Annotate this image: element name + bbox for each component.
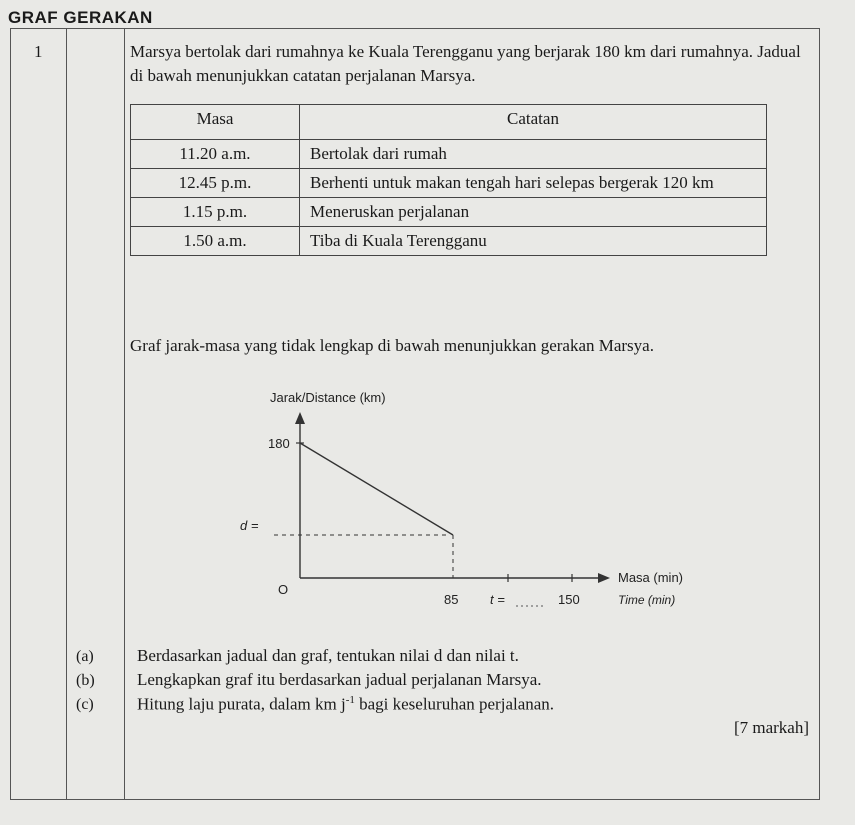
y-axis-arrow <box>295 412 305 424</box>
origin-label: O <box>278 582 289 597</box>
x-tick-label-85: 85 <box>444 592 459 607</box>
distance-time-graph <box>200 380 720 610</box>
graph-caption: Graf jarak-masa yang tidak lengkap di bawah menunjukkan gerakan Marsya. <box>130 336 654 355</box>
part-a-text: Berdasarkan jadual dan graf, tentukan nilai d dan nilai t. <box>137 646 519 665</box>
table-row <box>131 227 767 256</box>
section-title: GRAF GERAKAN <box>8 8 153 27</box>
table-cell-note: Meneruskan perjalanan <box>300 198 767 227</box>
marks-label: [7 markah] <box>733 718 809 737</box>
part-c-text <box>137 694 554 715</box>
part-b-label: (b) <box>76 672 95 689</box>
part-c-label: (c) <box>76 696 94 713</box>
table-cell-time: 1.15 p.m. <box>131 198 300 227</box>
table-cell-time: 1.50 a.m. <box>131 227 300 256</box>
table-row <box>131 140 767 169</box>
header-catatan: Catatan <box>300 105 767 140</box>
table-row <box>131 198 767 227</box>
table-cell-note: Tiba di Kuala Terengganu <box>300 227 767 256</box>
table-header-row <box>131 105 767 140</box>
table-cell-note: Berhenti untuk makan tengah hari selepas bergerak 120 km <box>300 169 767 198</box>
x-tick-label-t: t = <box>490 592 505 607</box>
y-tick-label-180: 180 <box>268 436 290 451</box>
x-tick-label-150: 150 <box>558 592 580 607</box>
table-cell-time: 11.20 a.m. <box>131 140 300 169</box>
x-axis-label-ms: Masa (min) <box>618 570 684 585</box>
question-number: 1 <box>34 42 43 61</box>
x-axis-label-en: Time (min) <box>618 593 676 607</box>
table-cell-note: Bertolak dari rumah <box>300 140 767 169</box>
part-c-text-after: bagi keseluruhan perjalanan. <box>354 694 555 714</box>
column-divider-right <box>124 28 125 800</box>
part-b-text: Lengkapkan graf itu berdasarkan jadual perjalanan Marsya. <box>137 670 542 689</box>
table-cell-time: 12.45 p.m. <box>131 169 300 198</box>
part-c-text-before: Hitung laju purata, dalam km j <box>137 694 346 714</box>
x-axis-arrow <box>598 573 610 583</box>
part-c-superscript: -1 <box>345 694 355 706</box>
series-line-segment <box>300 443 453 535</box>
travel-log-table <box>130 104 767 256</box>
y-axis-label: Jarak/Distance (km) <box>270 390 386 405</box>
table-row <box>131 169 767 198</box>
intro-text: Marsya bertolak dari rumahnya ke Kuala Terengganu yang berjarak 180 km dari rumahnya. Jadual di bawah menunjukkan catatan perjalanan Marsya. <box>130 42 801 85</box>
column-divider-left <box>66 28 67 800</box>
y-tick-label-d: d = <box>240 518 259 533</box>
part-a-label: (a) <box>76 648 94 665</box>
header-masa: Masa <box>131 105 300 140</box>
